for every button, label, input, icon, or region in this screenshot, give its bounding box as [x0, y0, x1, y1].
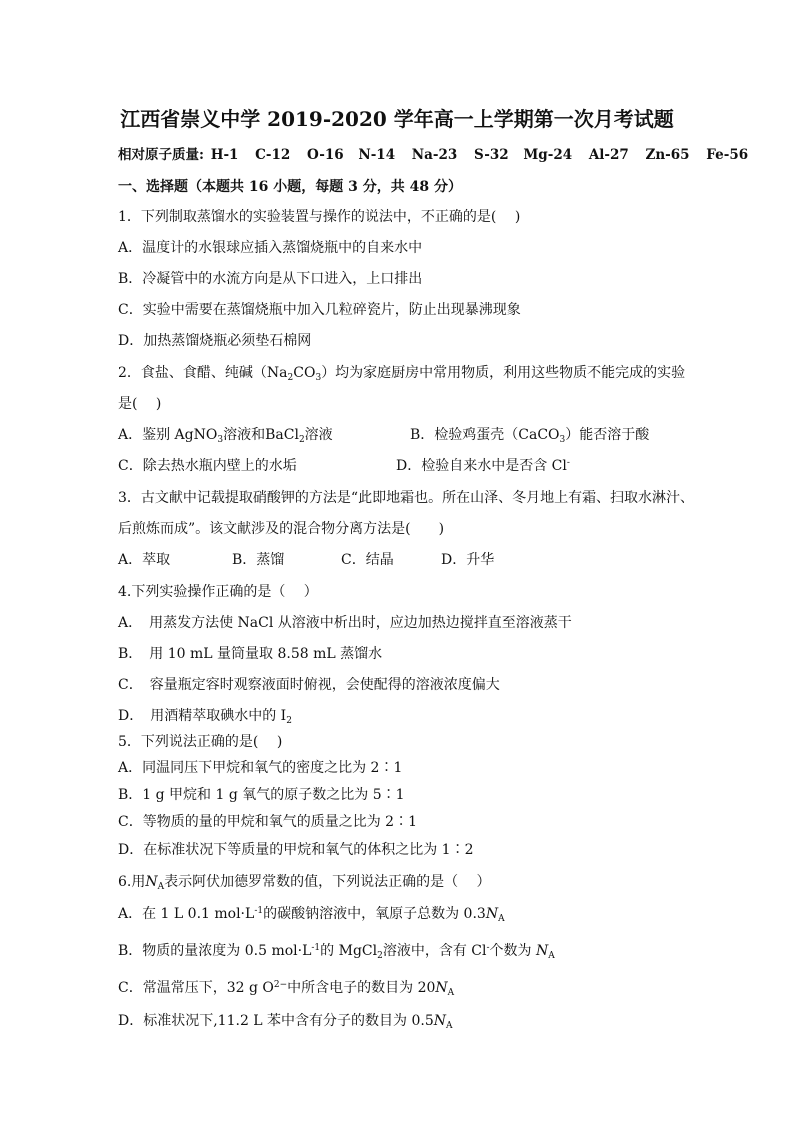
- q1-option-d: D．加热蒸馏烧瓶必须垫石棉网: [118, 333, 312, 349]
- superscript: -1: [311, 943, 321, 953]
- subscript: 2: [286, 716, 292, 726]
- q2-b-text: ）能否溶于酸: [565, 427, 650, 443]
- q6-option-d: [118, 1011, 453, 1031]
- q5-option-d: D．在标准状况下等质量的甲烷和氧气的体积之比为 1∶2: [118, 842, 474, 858]
- q6-stem: [118, 872, 491, 892]
- q6-d-text: D．标准状况下,11.2 L 苯中含有分子的数目为 0.5: [118, 1013, 434, 1029]
- subscript: 2: [377, 951, 383, 961]
- q2-b-text: B．检验鸡蛋壳（CaCO: [410, 427, 560, 443]
- q2-stem-cont: 是( ): [118, 396, 162, 412]
- q5-stem: 5．下列说法正确的是( ): [118, 734, 283, 750]
- q3-stem: 3．古文献中记载提取硝酸钾的方法是“此即地霜也。所在山泽、冬月地上有霜、扫取水淋汁、: [118, 490, 695, 506]
- q2-option-d: [396, 456, 570, 476]
- avogadro-symbol: N: [485, 906, 499, 922]
- q1-option-c: C．实验中需要在蒸馏烧瓶中加入几粒碎瓷片，防止出现暴沸现象: [118, 302, 521, 318]
- q4-option-d: [118, 706, 292, 726]
- atomic-mass-label: 相对原子质量:: [118, 147, 204, 163]
- atomic-mass-item: Mg-24: [523, 147, 573, 163]
- avogadro-symbol: N: [433, 1013, 447, 1029]
- atomic-mass-item: O-16: [307, 147, 344, 163]
- q3-option-d: D．升华: [441, 552, 495, 568]
- exam-title: 江西省崇义中学 2019-2020 学年高一上学期第一次月考试题: [120, 107, 674, 131]
- subscript: A: [498, 914, 505, 924]
- atomic-mass-item: H-1: [210, 147, 239, 163]
- q3-option-b: B．蒸馏: [232, 552, 285, 568]
- atomic-mass-item: S-32: [473, 147, 509, 163]
- q3-option-c: C．结晶: [341, 552, 394, 568]
- q6-option-a: [118, 904, 505, 924]
- q2-a-text: 溶液和BaCl: [223, 427, 299, 443]
- q3-option-a: A．萃取: [118, 552, 171, 568]
- superscript: 2−: [273, 980, 288, 990]
- q6-b-text: 的 MgCl: [320, 943, 378, 959]
- q5-option-a: A．同温同压下甲烷和氧气的密度之比为 2∶1: [118, 760, 403, 776]
- q6-option-b: [118, 941, 555, 961]
- q2-a-text: 溶液: [304, 427, 333, 443]
- q2-d-text: D．检验自来水中是否含 Cl: [396, 458, 567, 474]
- q4-option-a: A． 用蒸发方法使 NaCl 从溶液中析出时，应边加热边搅拌直至溶液蒸干: [118, 615, 572, 631]
- subscript: 2: [298, 435, 305, 445]
- q5-option-b: B．1 g 甲烷和 1 g 氧气的原子数之比为 5∶1: [118, 787, 405, 803]
- subscript: 3: [217, 435, 224, 445]
- subscript: A: [157, 882, 165, 892]
- superscript: -: [566, 458, 570, 468]
- subscript: 3: [559, 435, 566, 445]
- q4-d-text: D． 用酒精萃取碘水中的 I: [118, 708, 287, 724]
- q4-option-c: C． 容量瓶定容时观察液面时俯视，会使配得的溶液浓度偏大: [118, 677, 500, 693]
- subscript: A: [548, 951, 555, 961]
- atomic-mass-item: C-12: [255, 147, 291, 163]
- q6-a-text: 的碳酸钠溶液中，氧原子总数为 0.3: [263, 906, 486, 922]
- q3-stem-cont: 后煎炼而成”。该文献涉及的混合物分离方法是( ): [118, 521, 445, 537]
- superscript: -1: [254, 906, 264, 916]
- q1-option-a: A．温度计的水银球应插入蒸馏烧瓶中的自来水中: [118, 240, 423, 256]
- q2-stem-text: 2．食盐、食醋、纯碱（Na: [118, 365, 288, 381]
- q4-stem: 4.下列实验操作正确的是（ ）: [118, 584, 318, 600]
- q1-option-b: B．冷凝管中的水流方向是从下口进入，上口排出: [118, 271, 423, 287]
- q2-option-b: [410, 425, 649, 445]
- q2-stem-text: CO: [293, 365, 316, 381]
- q6-c-text: 中所含电子的数目为 20: [287, 980, 436, 996]
- q2-stem: [118, 363, 685, 383]
- atomic-mass-item: Al-27: [588, 147, 629, 163]
- q2-option-c: C．除去热水瓶内壁上的水垢: [118, 458, 297, 474]
- q6-b-text: 个数为: [489, 943, 536, 959]
- q2-stem-text: ）均为家庭厨房中常用物质，利用这些物质不能完成的实验: [321, 365, 686, 381]
- q6-c-text: C．常温常压下，32 g O: [118, 980, 274, 996]
- q6-option-c: [118, 978, 454, 998]
- atomic-mass-item: Zn-65: [645, 147, 690, 163]
- subscript: 2: [287, 373, 294, 383]
- q2-option-a: [118, 425, 333, 445]
- subscript: A: [446, 1021, 453, 1031]
- q1-stem: 1．下列制取蒸馏水的实验装置与操作的说法中，不正确的是( ): [118, 209, 521, 225]
- atomic-mass-item: Fe-56: [706, 147, 749, 163]
- subscript: A: [447, 988, 455, 998]
- subscript: 3: [315, 373, 322, 383]
- avogadro-symbol: N: [435, 980, 448, 996]
- q6-b-text: B．物质的量浓度为 0.5 mol·L: [118, 943, 312, 959]
- atomic-mass-line: [118, 145, 748, 165]
- q4-option-b: B． 用 10 mL 量筒量取 8.58 mL 蒸馏水: [118, 646, 383, 662]
- atomic-mass-item: Na-23: [411, 147, 458, 163]
- q5-option-c: C．等物质的量的甲烷和氧气的质量之比为 2∶1: [118, 814, 417, 830]
- atomic-mass-item: N-14: [358, 147, 396, 163]
- superscript: -: [486, 943, 490, 953]
- q2-a-text: A．鉴别 AgNO: [118, 427, 218, 443]
- avogadro-symbol: N: [535, 943, 549, 959]
- q6-a-text: A．在 1 L 0.1 mol·L: [118, 906, 255, 922]
- section-heading: 一、选择题（本题共 16 小题，每题 3 分，共 48 分）: [118, 179, 462, 195]
- q6-b-text: 溶液中，含有 Cl: [382, 943, 487, 959]
- q6-stem-text: 6.用: [118, 874, 146, 890]
- q6-stem-text: 表示阿伏加德罗常数的值，下列说法正确的是（ ）: [164, 874, 491, 890]
- avogadro-symbol: N: [145, 874, 158, 890]
